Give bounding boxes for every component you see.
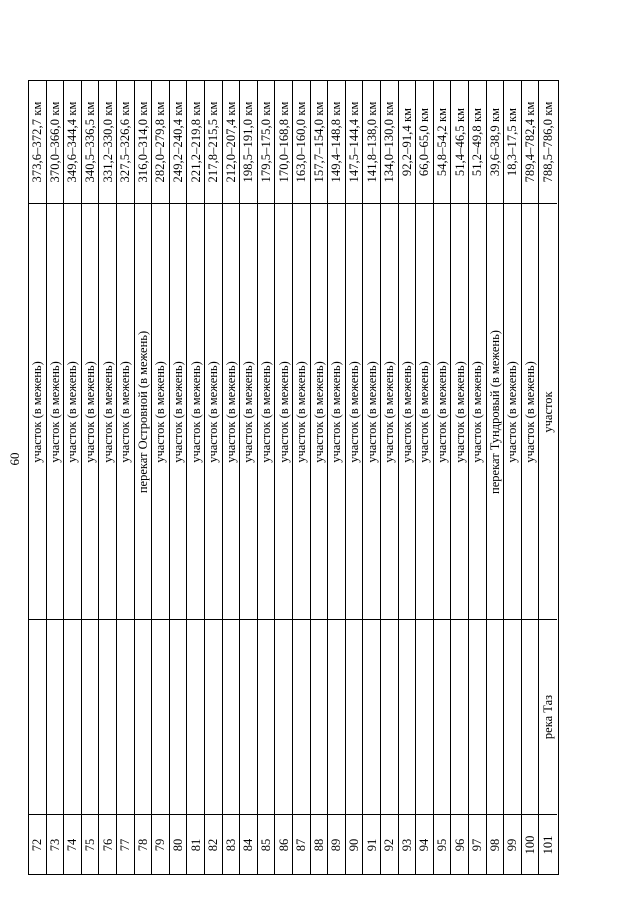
row-number-cell <box>29 814 46 874</box>
row-number-cell-text: 74 <box>65 838 80 851</box>
table-row <box>258 81 276 874</box>
range-cell <box>363 81 380 204</box>
description-cell-text: участок (в межень) <box>188 360 203 463</box>
description-cell <box>99 204 116 619</box>
row-number-cell-text: 95 <box>434 838 449 851</box>
table-row <box>135 81 153 874</box>
range-cell-text: 198,5–191,0 км <box>241 101 256 183</box>
description-cell <box>363 204 380 619</box>
range-cell-text: 282,0–279,8 км <box>153 101 168 183</box>
range-cell <box>258 81 275 204</box>
description-cell-text: участок (в межень) <box>276 360 291 463</box>
range-cell-text: 370,0–366,0 км <box>47 101 62 183</box>
table-row <box>539 81 557 874</box>
row-number-cell-text: 78 <box>135 838 150 851</box>
description-cell <box>399 204 416 619</box>
table-row <box>416 81 434 874</box>
river-cell <box>434 619 451 814</box>
river-cell <box>240 619 257 814</box>
row-number-cell <box>487 814 504 874</box>
description-cell <box>539 204 557 619</box>
description-cell <box>416 204 433 619</box>
range-cell-text: 157,7–154,0 км <box>311 101 326 183</box>
range-cell-text: 54,8–54,2 км <box>434 107 449 177</box>
row-number-cell-text: 99 <box>505 838 520 851</box>
range-cell <box>487 81 504 204</box>
range-cell <box>451 81 468 204</box>
range-cell-text: 349,6–344,4 км <box>65 101 80 183</box>
row-number-cell-text: 89 <box>329 838 344 851</box>
row-number-cell <box>275 814 292 874</box>
river-cell <box>346 619 363 814</box>
range-cell-text: 789,4–782,4 км <box>522 101 537 183</box>
table-row <box>29 81 47 874</box>
description-cell-text: участок (в межень) <box>153 360 168 463</box>
range-cell <box>522 81 539 204</box>
description-cell-text: участок (в межень) <box>30 360 45 463</box>
range-cell-text: 134,0–130,0 км <box>382 101 397 183</box>
table-row <box>293 81 311 874</box>
table-row <box>152 81 170 874</box>
table-row <box>117 81 135 874</box>
row-number-cell-text: 92 <box>382 838 397 851</box>
description-cell-text: участок <box>540 390 555 433</box>
table-row <box>469 81 487 874</box>
table-row <box>399 81 417 874</box>
river-cell <box>187 619 204 814</box>
description-cell-text: участок (в межень) <box>223 360 238 463</box>
range-cell <box>29 81 46 204</box>
row-number-cell <box>399 814 416 874</box>
description-cell-text: участок (в межень) <box>505 360 520 463</box>
description-cell <box>223 204 240 619</box>
description-cell-text: участок (в межень) <box>346 360 361 463</box>
row-number-cell-text: 77 <box>118 838 133 851</box>
description-cell-text: перекат Тундровый (в межень) <box>487 329 502 494</box>
description-cell <box>451 204 468 619</box>
row-number-cell <box>47 814 64 874</box>
range-cell <box>399 81 416 204</box>
river-cell <box>469 619 486 814</box>
description-cell-text: участок (в межень) <box>522 360 537 463</box>
row-number-cell-text: 100 <box>522 835 537 854</box>
row-number-cell <box>539 814 557 874</box>
range-cell <box>117 81 134 204</box>
row-number-cell <box>99 814 116 874</box>
range-cell <box>311 81 328 204</box>
range-cell <box>539 81 557 204</box>
row-number-cell-text: 84 <box>241 838 256 851</box>
river-cell <box>223 619 240 814</box>
range-cell-text: 373,6–372,7 км <box>30 101 45 183</box>
river-cell <box>170 619 187 814</box>
description-cell <box>328 204 345 619</box>
row-number-cell <box>223 814 240 874</box>
row-number-cell <box>311 814 328 874</box>
river-cell <box>99 619 116 814</box>
row-number-cell-text: 85 <box>258 838 273 851</box>
table-row <box>328 81 346 874</box>
row-number-cell-text: 82 <box>206 838 221 851</box>
row-number-cell <box>381 814 398 874</box>
range-cell <box>381 81 398 204</box>
description-cell <box>293 204 310 619</box>
range-cell <box>205 81 222 204</box>
range-cell <box>328 81 345 204</box>
range-cell <box>504 81 521 204</box>
row-number-cell <box>469 814 486 874</box>
range-cell-text: 51,4–46,5 км <box>452 107 467 177</box>
description-cell <box>64 204 81 619</box>
row-number-cell-text: 79 <box>153 838 168 851</box>
row-number-cell <box>170 814 187 874</box>
row-number-cell <box>451 814 468 874</box>
description-cell-text: участок (в межень) <box>170 360 185 463</box>
row-number-cell <box>293 814 310 874</box>
river-cell <box>258 619 275 814</box>
description-cell-text: участок (в межень) <box>364 360 379 463</box>
description-cell-text: участок (в межень) <box>329 360 344 463</box>
row-number-cell <box>504 814 521 874</box>
table-row <box>275 81 293 874</box>
range-cell <box>469 81 486 204</box>
range-cell-text: 249,2–240,4 км <box>170 101 185 183</box>
range-cell-text: 331,2–330,0 км <box>100 101 115 183</box>
river-cell <box>275 619 292 814</box>
river-cell <box>293 619 310 814</box>
range-cell <box>64 81 81 204</box>
description-cell-text: участок (в межень) <box>311 360 326 463</box>
description-cell-text: участок (в межень) <box>118 360 133 463</box>
river-cell <box>328 619 345 814</box>
range-cell-text: 316,0–314,0 км <box>135 101 150 183</box>
river-cell <box>135 619 152 814</box>
range-cell <box>223 81 240 204</box>
river-cell <box>363 619 380 814</box>
river-cell <box>416 619 433 814</box>
page-number: 60 <box>7 452 22 466</box>
description-cell-text: участок (в межень) <box>470 360 485 463</box>
table-row <box>311 81 329 874</box>
row-number-cell <box>240 814 257 874</box>
range-cell-text: 147,5–144,4 км <box>346 101 361 183</box>
table-row <box>205 81 223 874</box>
range-cell <box>275 81 292 204</box>
table-row <box>82 81 100 874</box>
table-row <box>223 81 241 874</box>
row-number-cell <box>258 814 275 874</box>
description-cell-text: участок (в межень) <box>82 360 97 463</box>
row-number-cell <box>152 814 169 874</box>
description-cell-text: участок (в межень) <box>258 360 273 463</box>
description-cell <box>487 204 504 619</box>
row-number-cell-text: 86 <box>276 838 291 851</box>
river-cell <box>504 619 521 814</box>
range-cell-text: 788,5–786,0 км <box>540 101 555 183</box>
table-row <box>99 81 117 874</box>
description-cell <box>504 204 521 619</box>
range-cell <box>47 81 64 204</box>
row-number-cell-text: 75 <box>82 838 97 851</box>
range-cell-text: 212,0–207,4 км <box>223 101 238 183</box>
range-cell <box>152 81 169 204</box>
row-number-cell-text: 73 <box>47 838 62 851</box>
river-cell <box>451 619 468 814</box>
river-cell-text: река Таз <box>540 694 555 740</box>
row-number-cell-text: 90 <box>346 838 361 851</box>
description-cell-text: перекат Островной (в межень) <box>135 330 150 493</box>
table-row <box>451 81 469 874</box>
description-cell-text: участок (в межень) <box>417 360 432 463</box>
row-number-cell <box>363 814 380 874</box>
table-row <box>522 81 540 874</box>
row-number-cell-text: 83 <box>223 838 238 851</box>
range-cell-text: 18,3–17,5 км <box>505 107 520 177</box>
table-row <box>381 81 399 874</box>
range-cell <box>187 81 204 204</box>
row-number-cell <box>187 814 204 874</box>
table-row <box>434 81 452 874</box>
description-cell-text: участок (в межень) <box>434 360 449 463</box>
description-cell <box>434 204 451 619</box>
river-cell <box>29 619 46 814</box>
range-cell <box>434 81 451 204</box>
range-cell-text: 340,5–336,5 км <box>82 101 97 183</box>
description-cell <box>258 204 275 619</box>
table-row <box>240 81 258 874</box>
row-number-cell <box>434 814 451 874</box>
description-cell <box>82 204 99 619</box>
table-row <box>363 81 381 874</box>
table-row <box>170 81 188 874</box>
river-cell <box>539 619 557 814</box>
row-number-cell-text: 76 <box>100 838 115 851</box>
range-cell <box>293 81 310 204</box>
description-cell <box>205 204 222 619</box>
river-cell <box>381 619 398 814</box>
table-row <box>47 81 65 874</box>
description-cell <box>381 204 398 619</box>
river-cell <box>522 619 539 814</box>
row-number-cell-text: 81 <box>188 838 203 851</box>
range-cell-text: 92,2–91,4 км <box>399 107 414 177</box>
range-cell <box>240 81 257 204</box>
description-cell <box>469 204 486 619</box>
description-cell <box>240 204 257 619</box>
river-cell <box>487 619 504 814</box>
table-row <box>504 81 522 874</box>
description-cell <box>187 204 204 619</box>
row-number-cell <box>346 814 363 874</box>
river-cell <box>311 619 328 814</box>
range-cell-text: 149,4–148,8 км <box>329 101 344 183</box>
range-cell-text: 66,0–65,0 км <box>417 107 432 177</box>
river-cell <box>205 619 222 814</box>
river-cell <box>152 619 169 814</box>
river-cell <box>82 619 99 814</box>
description-cell-text: участок (в межень) <box>47 360 62 463</box>
description-cell <box>170 204 187 619</box>
row-number-cell <box>64 814 81 874</box>
data-table <box>28 80 559 875</box>
table-row <box>346 81 364 874</box>
row-number-cell <box>117 814 134 874</box>
table-row <box>487 81 505 874</box>
range-cell <box>346 81 363 204</box>
table-row <box>64 81 82 874</box>
row-number-cell <box>522 814 539 874</box>
row-number-cell-text: 96 <box>452 838 467 851</box>
description-cell-text: участок (в межень) <box>382 360 397 463</box>
range-cell <box>82 81 99 204</box>
description-cell <box>311 204 328 619</box>
range-cell <box>135 81 152 204</box>
range-cell <box>416 81 433 204</box>
description-cell <box>29 204 46 619</box>
row-number-cell <box>82 814 99 874</box>
range-cell-text: 141,8–138,0 км <box>364 101 379 183</box>
range-cell-text: 217,8–215,5 км <box>206 101 221 183</box>
description-cell <box>135 204 152 619</box>
range-cell-text: 51,2–49,8 км <box>470 107 485 177</box>
range-cell-text: 170,0–168,8 км <box>276 101 291 183</box>
description-cell <box>522 204 539 619</box>
description-cell-text: участок (в межень) <box>100 360 115 463</box>
description-cell <box>346 204 363 619</box>
row-number-cell <box>205 814 222 874</box>
description-cell-text: участок (в межень) <box>399 360 414 463</box>
river-cell <box>399 619 416 814</box>
row-number-cell <box>135 814 152 874</box>
row-number-cell-text: 94 <box>417 838 432 851</box>
description-cell <box>117 204 134 619</box>
range-cell <box>99 81 116 204</box>
row-number-cell <box>328 814 345 874</box>
description-cell <box>275 204 292 619</box>
description-cell-text: участок (в межень) <box>206 360 221 463</box>
row-number-cell-text: 88 <box>311 838 326 851</box>
row-number-cell-text: 80 <box>170 838 185 851</box>
row-number-cell-text: 87 <box>294 838 309 851</box>
description-cell <box>47 204 64 619</box>
range-cell-text: 39,6–38,9 км <box>487 107 502 177</box>
row-number-cell-text: 91 <box>364 838 379 851</box>
range-cell-text: 221,2–219,8 км <box>188 101 203 183</box>
river-cell <box>47 619 64 814</box>
range-cell-text: 327,5–326,6 км <box>118 101 133 183</box>
description-cell-text: участок (в межень) <box>294 360 309 463</box>
range-cell-text: 179,5–175,0 км <box>258 101 273 183</box>
description-cell-text: участок (в межень) <box>452 360 467 463</box>
row-number-cell-text: 97 <box>470 838 485 851</box>
row-number-cell-text: 93 <box>399 838 414 851</box>
river-cell <box>117 619 134 814</box>
table-row <box>187 81 205 874</box>
range-cell <box>170 81 187 204</box>
row-number-cell-text: 98 <box>487 838 502 851</box>
description-cell <box>152 204 169 619</box>
description-cell-text: участок (в межень) <box>241 360 256 463</box>
range-cell-text: 163,0–160,0 км <box>294 101 309 183</box>
row-number-cell <box>416 814 433 874</box>
row-number-cell-text: 72 <box>30 838 45 851</box>
description-cell-text: участок (в межень) <box>65 360 80 463</box>
row-number-cell-text: 101 <box>540 835 555 854</box>
river-cell <box>64 619 81 814</box>
